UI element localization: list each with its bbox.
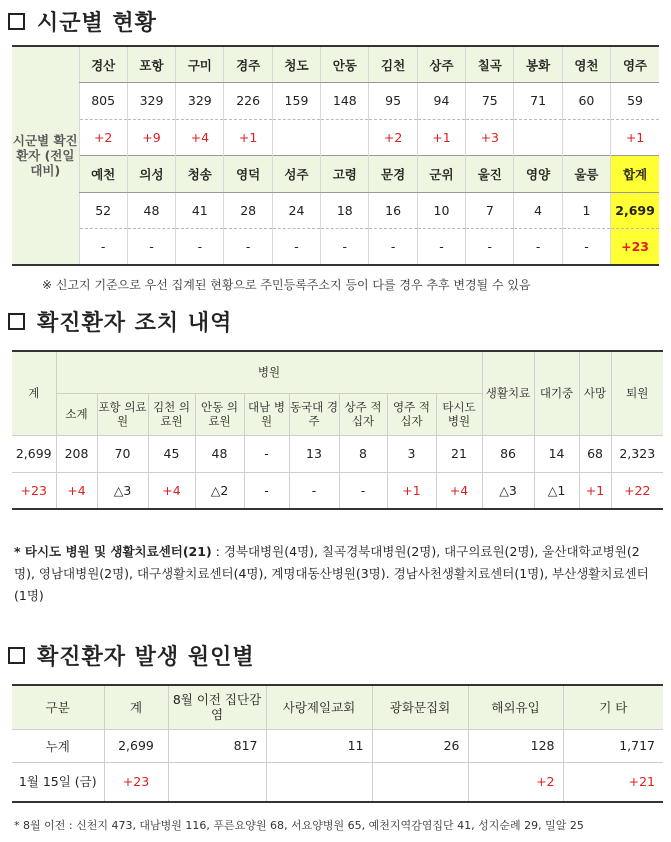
region-count: 4 xyxy=(514,192,562,229)
section-title-cause xyxy=(8,640,255,671)
region-change: - xyxy=(466,229,514,266)
value-cell: 128 xyxy=(468,729,563,762)
other-hospitals-note xyxy=(14,541,659,607)
table-row xyxy=(12,83,659,120)
change-cell: +4 xyxy=(148,472,195,509)
region-name: 구미 xyxy=(176,46,224,83)
value-cell: 45 xyxy=(148,435,195,472)
region-change: - xyxy=(562,229,610,266)
region-change: - xyxy=(369,229,417,266)
value-cell: 86 xyxy=(482,435,534,472)
header-hospital-name: 영주 적십자 xyxy=(387,393,436,435)
region-name: 의성 xyxy=(127,156,175,193)
region-change: +1 xyxy=(611,119,659,156)
region-name: 고령 xyxy=(321,156,369,193)
header-total: 계 xyxy=(104,685,168,729)
change-cell: +23 xyxy=(104,762,168,802)
region-name: 경주 xyxy=(224,46,272,83)
region-name: 성주 xyxy=(272,156,320,193)
header-hospital-name: 포항 의료원 xyxy=(97,393,148,435)
region-count: 16 xyxy=(369,192,417,229)
region-count: 94 xyxy=(417,83,465,120)
region-change: +2 xyxy=(79,119,127,156)
value-cell: 1,717 xyxy=(563,729,663,762)
region-name: 영천 xyxy=(562,46,610,83)
region-change: - xyxy=(79,229,127,266)
header-hospital-name: 상주 적십자 xyxy=(339,393,387,435)
cause-table xyxy=(12,684,663,803)
note-text: : 경북대병원(4명), 칠곡경북대병원(2명), 대구의료원(2명), 울산대학교병원(2명), 영남대병원(2명), 대구생활치료센터(4명), 계명대동산병원(3명). 경남사천생활치료센터(1명), 부산생활치료센터(1명) xyxy=(14,544,649,603)
table-row xyxy=(12,46,659,83)
header-hospital-name: 타시도 병원 xyxy=(436,393,482,435)
region-count: 24 xyxy=(272,192,320,229)
total-count: 2,699 xyxy=(611,192,659,229)
region-change: - xyxy=(127,229,175,266)
region-name: 울릉 xyxy=(562,156,610,193)
region-count: 10 xyxy=(417,192,465,229)
region-count: 75 xyxy=(466,83,514,120)
treatment-table xyxy=(12,350,663,510)
region-count: 95 xyxy=(369,83,417,120)
region-name: 영양 xyxy=(514,156,562,193)
change-cell xyxy=(266,762,372,802)
region-note: ※ 신고지 기준으로 우선 집계된 현황으로 주민등록주소지 등이 다를 경우 추후 변경될 수 있음 xyxy=(42,278,531,292)
section-title-text: 확진환자 조치 내역 xyxy=(37,311,233,336)
region-name: 영덕 xyxy=(224,156,272,193)
region-name: 청송 xyxy=(176,156,224,193)
change-cell: △3 xyxy=(97,472,148,509)
header-rally: 광화문집회 xyxy=(372,685,468,729)
change-cell: +22 xyxy=(611,472,663,509)
table-row xyxy=(12,119,659,156)
value-cell: 8 xyxy=(339,435,387,472)
change-cell: △2 xyxy=(195,472,244,509)
region-name: 칠곡 xyxy=(466,46,514,83)
header-category: 구분 xyxy=(12,685,104,729)
change-cell: △3 xyxy=(482,472,534,509)
header-hospital-name: 김천 의료원 xyxy=(148,393,195,435)
change-cell: +2 xyxy=(468,762,563,802)
table-row xyxy=(12,472,663,509)
header-waiting: 대기중 xyxy=(534,351,579,435)
value-cell: 21 xyxy=(436,435,482,472)
section-title-region-status xyxy=(8,6,157,37)
value-cell: 13 xyxy=(289,435,339,472)
table-row xyxy=(12,685,663,729)
change-cell: +4 xyxy=(436,472,482,509)
value-cell: 11 xyxy=(266,729,372,762)
table-row xyxy=(12,762,663,802)
region-change: - xyxy=(224,229,272,266)
table-row xyxy=(12,729,663,762)
region-name: 문경 xyxy=(369,156,417,193)
region-change: +3 xyxy=(466,119,514,156)
region-change: +1 xyxy=(224,119,272,156)
region-name: 안동 xyxy=(321,46,369,83)
region-count: 71 xyxy=(514,83,562,120)
header-before-august: 8월 이전 집단감염 xyxy=(168,685,266,729)
value-cell: 26 xyxy=(372,729,468,762)
header-hospital-name: 안동 의료원 xyxy=(195,393,244,435)
section-title-text: 확진환자 발생 원인별 xyxy=(37,645,255,670)
region-change: - xyxy=(176,229,224,266)
header-overseas: 해외유입 xyxy=(468,685,563,729)
region-count: 18 xyxy=(321,192,369,229)
region-change: - xyxy=(272,229,320,266)
region-change: +4 xyxy=(176,119,224,156)
value-cell: 817 xyxy=(168,729,266,762)
table-row xyxy=(12,156,659,193)
header-subtotal: 소계 xyxy=(56,393,97,435)
header-death: 사망 xyxy=(579,351,611,435)
note-lead: * 타시도 병원 및 생활치료센터(21) xyxy=(14,544,212,559)
region-change: - xyxy=(417,229,465,266)
change-cell: - xyxy=(289,472,339,509)
header-church: 사랑제일교회 xyxy=(266,685,372,729)
header-discharge: 퇴원 xyxy=(611,351,663,435)
region-name: 군위 xyxy=(417,156,465,193)
value-cell: 2,323 xyxy=(611,435,663,472)
checkbox-square-icon xyxy=(8,13,25,30)
value-cell: 208 xyxy=(56,435,97,472)
value-cell: 14 xyxy=(534,435,579,472)
section-title-treatment xyxy=(8,306,232,337)
section-title-text: 시군별 현황 xyxy=(37,11,157,36)
value-cell: 68 xyxy=(579,435,611,472)
row-label-date: 1월 15일 (금) xyxy=(12,762,104,802)
change-cell: - xyxy=(339,472,387,509)
region-name: 예천 xyxy=(79,156,127,193)
region-count: 59 xyxy=(611,83,659,120)
change-cell: +23 xyxy=(12,472,56,509)
value-cell: 48 xyxy=(195,435,244,472)
change-cell: +4 xyxy=(56,472,97,509)
region-count: 60 xyxy=(562,83,610,120)
value-cell: 3 xyxy=(387,435,436,472)
header-hospital-name: 동국대 경주 xyxy=(289,393,339,435)
change-cell xyxy=(168,762,266,802)
change-cell: - xyxy=(244,472,289,509)
region-change: +1 xyxy=(417,119,465,156)
region-change: +9 xyxy=(127,119,175,156)
row-label: 누계 xyxy=(12,729,104,762)
header-other: 기 타 xyxy=(563,685,663,729)
region-status-table xyxy=(12,45,659,266)
value-cell: - xyxy=(244,435,289,472)
checkbox-square-icon xyxy=(8,313,25,330)
region-count: 7 xyxy=(466,192,514,229)
region-count: 805 xyxy=(79,83,127,120)
value-cell: 70 xyxy=(97,435,148,472)
header-treatment-center: 생활치료 xyxy=(482,351,534,435)
table-row xyxy=(12,351,663,393)
change-cell xyxy=(372,762,468,802)
region-change xyxy=(514,119,562,156)
region-count: 226 xyxy=(224,83,272,120)
region-change xyxy=(272,119,320,156)
footnote: * 8월 이전 : 신천지 473, 대남병원 116, 푸른요양원 68, 서요양병원 65, 예천지역감염집단 41, 성지순례 29, 밀알 25 xyxy=(14,819,584,832)
header-hospital: 병원 xyxy=(56,351,482,393)
region-name: 영주 xyxy=(611,46,659,83)
region-count: 41 xyxy=(176,192,224,229)
region-count: 159 xyxy=(272,83,320,120)
header-hospital-name: 대남 병원 xyxy=(244,393,289,435)
change-cell: +21 xyxy=(563,762,663,802)
region-change: - xyxy=(321,229,369,266)
value-cell: 2,699 xyxy=(12,435,56,472)
region-count: 148 xyxy=(321,83,369,120)
total-change: +23 xyxy=(611,229,659,266)
region-name: 경산 xyxy=(79,46,127,83)
header-total: 계 xyxy=(12,351,56,435)
side-label: 시군별 확진환자 (전일대비) xyxy=(12,46,79,265)
table-row xyxy=(12,435,663,472)
table-row xyxy=(12,192,659,229)
region-name: 포항 xyxy=(127,46,175,83)
region-change xyxy=(321,119,369,156)
region-name: 상주 xyxy=(417,46,465,83)
change-cell: △1 xyxy=(534,472,579,509)
region-name: 봉화 xyxy=(514,46,562,83)
region-count: 329 xyxy=(176,83,224,120)
change-cell: +1 xyxy=(387,472,436,509)
change-cell: +1 xyxy=(579,472,611,509)
region-name: 청도 xyxy=(272,46,320,83)
region-count: 48 xyxy=(127,192,175,229)
checkbox-square-icon xyxy=(8,647,25,664)
region-count: 329 xyxy=(127,83,175,120)
value-cell: 2,699 xyxy=(104,729,168,762)
region-count: 52 xyxy=(79,192,127,229)
region-name: 김천 xyxy=(369,46,417,83)
table-row xyxy=(12,229,659,266)
region-change: +2 xyxy=(369,119,417,156)
region-count: 1 xyxy=(562,192,610,229)
region-count: 28 xyxy=(224,192,272,229)
region-name: 울진 xyxy=(466,156,514,193)
region-change xyxy=(562,119,610,156)
region-change: - xyxy=(514,229,562,266)
total-label: 합계 xyxy=(611,156,659,193)
